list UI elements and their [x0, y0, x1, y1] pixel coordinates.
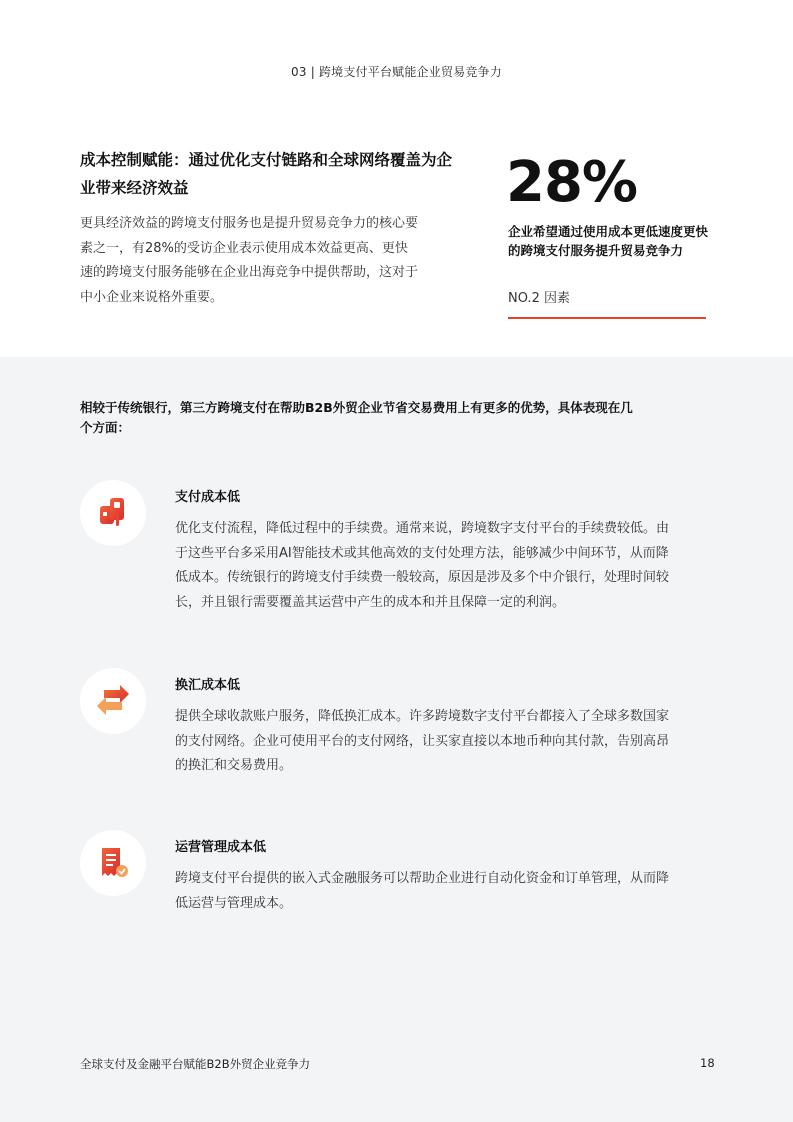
feature-heading: 成本控制赋能：通过优化支付链路和全球网络覆盖为企业带来经济效益	[80, 151, 453, 197]
payment-terminal-icon	[80, 480, 146, 546]
stat-rank: NO.2 因素	[508, 291, 570, 306]
receipt-check-icon	[80, 830, 146, 896]
stat-description: 企业希望通过使用成本更低速度更快的跨境支付服务提升贸易竞争力	[508, 224, 709, 258]
page-header: 03 | 跨境支付平台赋能企业贸易竞争力	[291, 65, 502, 79]
item-title-operation-cost: 运营管理成本低	[175, 840, 267, 855]
item-text-exchange-cost: 提供全球收款账户服务，降低换汇成本。许多跨境数字支付平台都接入了全球多数国家的支付网络。企业可使用平台的支付网络，让买家直接以本地币种向其付款，告别高昂的换汇和交易费用。	[175, 709, 670, 773]
intro-text: 相较于传统银行，第三方跨境支付在帮助B2B外贸企业节省交易费用上有更多的优势，具体表现在几个方面：	[80, 400, 633, 435]
feature-text: 更具经济效益的跨境支付服务也是提升贸易竞争力的核心要素之一，有28%的受访企业表示使用成本效益更高、更快速的跨境支付服务能够在企业出海竞争中提供帮助，这对于中小企业来说格外重要。	[80, 216, 419, 305]
item-title-payment-cost: 支付成本低	[175, 490, 241, 505]
stat-divider	[508, 317, 706, 319]
page-number: 18	[700, 1056, 715, 1070]
item-text-operation-cost: 跨境支付平台提供的嵌入式金融服务可以帮助企业进行自动化资金和订单管理，从而降低运营与管理成本。	[175, 871, 670, 911]
exchange-arrows-icon	[80, 668, 146, 734]
footer-title: 全球支付及金融平台赋能B2B外贸企业竞争力	[80, 1057, 311, 1071]
item-title-exchange-cost: 换汇成本低	[175, 678, 241, 693]
stat-number: 28%	[506, 150, 638, 215]
item-text-payment-cost: 优化支付流程，降低过程中的手续费。通常来说，跨境数字支付平台的手续费较低。由于这些平台多采用AI智能技术或其他高效的支付处理方法，能够减少中间环节，从而降低成本。传统银行的跨境支付手续费一般较高，原因是涉及多个中介银行，处理时间较长，并且银行需要覆盖其运营中产生的成本和并且保障一定的利润。	[175, 521, 670, 610]
